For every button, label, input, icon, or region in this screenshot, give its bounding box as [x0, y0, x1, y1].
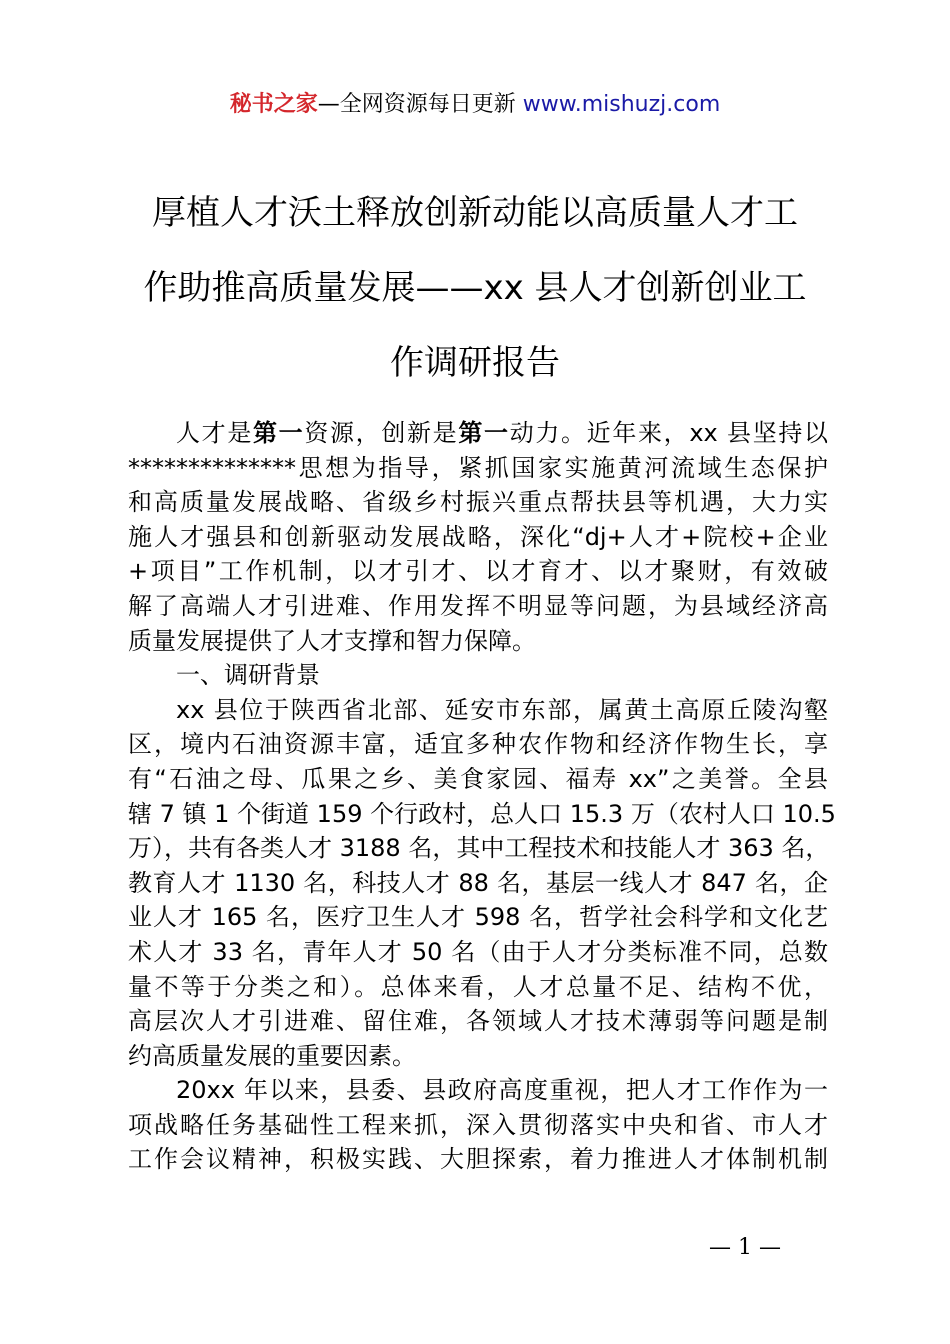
page-number: — 1 — [709, 1235, 781, 1260]
paragraph-line: **************思想为指导，紧抓国家实施黄河流域生态保护 [128, 453, 828, 482]
document-body [128, 416, 836, 1177]
title-line: 厚植人才沃土释放创新动能以高质量人才工 [152, 193, 798, 233]
paragraph-line: 辖 7 镇 1 个街道 159 个行政村，总人口 15.3 万（农村人口 10.5 [128, 799, 836, 828]
site-url-link[interactable]: www.mishuzj.com [522, 92, 721, 117]
paragraph-line: 约高质量发展的重要因素。 [128, 1041, 416, 1070]
text-run: 资源，创新是 [304, 419, 459, 447]
title-line: 作助推高质量发展——xx 县人才创新创业工 [143, 268, 807, 308]
paragraph-line: 20xx 年以来，县委、县政府高度重视，把人才工作作为一 [176, 1076, 828, 1105]
paragraph-line: 教育人才 1130 名，科技人才 88 名，基层一线人才 847 名，企 [128, 868, 828, 897]
bold-text: 第一 [458, 419, 510, 447]
paragraph-line: 项战略任务基础性工程来抓，深入贯彻落实中央和省、市人才 [128, 1110, 828, 1139]
paragraph-line: 术人才 33 名，青年人才 50 名（由于人才分类标准不同，总数 [128, 937, 828, 966]
site-header [0, 88, 950, 122]
paragraph-line: 质量发展提供了人才支撑和智力保障。 [128, 626, 536, 655]
paragraph-line: 有“石油之母、瓜果之乡、美食家园、福寿 xx”之美誉。全县 [128, 764, 828, 793]
paragraph-line: 万），共有各类人才 3188 名，其中工程技术和技能人才 363 名， [128, 834, 830, 863]
text-run: 人才是 [176, 419, 253, 447]
background-paragraph [128, 693, 836, 1074]
paragraph-line: xx 县位于陕西省北部、延安市东部，属黄土高原丘陵沟壑 [176, 695, 828, 724]
paragraph-line: 和高质量发展战略、省级乡村振兴重点帮扶县等机遇，大力实 [128, 488, 828, 517]
work-paragraph [128, 1073, 828, 1177]
paragraph-line: 量不等于分类之和）。总体来看，人才总量不足、结构不优， [128, 972, 828, 1001]
paragraph-line: 高层次人才引进难、留住难，各领域人才技术薄弱等问题是制 [128, 1007, 828, 1036]
brand-name: 秘书之家 [229, 92, 318, 117]
paragraph-line: 业人才 165 名，医疗卫生人才 598 名，哲学社会科学和文化艺 [128, 903, 828, 932]
paragraph-line: +项目”工作机制，以才引才、以才育才、以才聚财，有效破 [128, 557, 828, 586]
title-line: 作调研报告 [390, 343, 560, 383]
intro-paragraph [128, 416, 828, 658]
text-run: 动力。近年来，xx 县坚持以 [509, 419, 829, 447]
section-heading [128, 658, 828, 693]
header-tagline: —全网资源每日更新 [317, 92, 523, 117]
paragraph-line: 工作会议精神，积极实践、大胆探索，着力推进人才体制机制 [128, 1145, 828, 1174]
bold-text: 第一 [253, 419, 305, 447]
paragraph-line: 区，境内石油资源丰富，适宜多种农作物和经济作物生长，享 [128, 730, 828, 759]
paragraph-line [128, 416, 828, 451]
document-title [130, 176, 820, 401]
paragraph-line: 施人才强县和创新驱动发展战略，深化“dj+人才+院校+企业 [128, 522, 828, 551]
section-heading-text: 一、调研背景 [176, 661, 320, 690]
paragraph-line: 解了高端人才引进难、作用发挥不明显等问题，为县域经济高 [128, 591, 828, 620]
